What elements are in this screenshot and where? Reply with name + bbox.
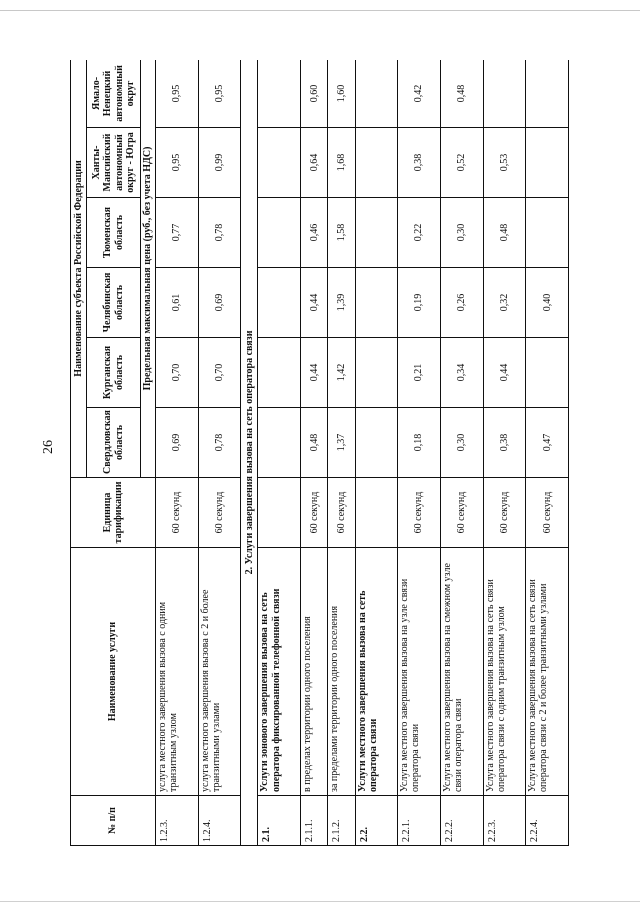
price-cell: 0,70 <box>156 338 199 408</box>
price-cell: 1,68 <box>328 128 355 198</box>
price-cell <box>355 198 398 268</box>
price-cell <box>258 408 301 478</box>
price-cell: 0,44 <box>301 268 328 338</box>
price-cell <box>258 338 301 408</box>
row-number: 2.2.2. <box>440 796 483 846</box>
row-number: 1.2.4. <box>198 796 241 846</box>
price-cell: 1,60 <box>328 60 355 128</box>
price-cell <box>355 60 398 128</box>
row-service-name: Услуги зонового завершения вызова на сеть оператора фиксированной телефонной связи <box>258 548 301 796</box>
row-unit: 60 секунд <box>301 478 328 548</box>
row-number: 2.2. <box>355 796 398 846</box>
row-service-name: Услуга местного завершения вызова на сеть связи оператора связи с 2 и более транзитными узлами <box>526 548 569 796</box>
price-cell: 0,64 <box>301 128 328 198</box>
price-cell: 0,44 <box>483 338 526 408</box>
row-unit: 60 секунд <box>526 478 569 548</box>
header-region-khmao: Ханты-Мансийский автономный округ - Югра <box>87 128 141 198</box>
price-cell: 0,18 <box>398 408 441 478</box>
price-cell: 0,42 <box>398 60 441 128</box>
price-cell <box>258 198 301 268</box>
price-cell <box>526 338 569 408</box>
price-cell <box>258 268 301 338</box>
row-service-name: услуга местного завершения вызова с одним транзитным узлом <box>156 548 199 796</box>
row-number: 2.1.1. <box>301 796 328 846</box>
header-region-tyumen: Тюменская область <box>87 198 141 268</box>
price-cell: 0,21 <box>398 338 441 408</box>
table-row <box>398 60 441 846</box>
row-service-name: Услуга местного завершения вызова на сеть связи оператора связи с одним транзитным узлом <box>483 548 526 796</box>
price-cell: 0,95 <box>156 128 199 198</box>
row-number: 2.2.1. <box>398 796 441 846</box>
table-row <box>301 60 328 846</box>
row-service-name: Услуга местного завершения вызова на смежном узле связи оператора связи <box>440 548 483 796</box>
row-unit: 60 секунд <box>483 478 526 548</box>
price-cell <box>355 338 398 408</box>
table-row <box>355 60 398 846</box>
table-row <box>198 60 241 846</box>
price-cell <box>526 128 569 198</box>
price-cell: 0,60 <box>301 60 328 128</box>
price-cell <box>526 60 569 128</box>
table-row <box>440 60 483 846</box>
header-region-kurgan: Курганская область <box>87 338 141 408</box>
price-cell <box>355 408 398 478</box>
price-cell: 0,22 <box>398 198 441 268</box>
price-cell: 0,78 <box>198 198 241 268</box>
row-unit: 60 секунд <box>328 478 355 548</box>
price-cell: 1,37 <box>328 408 355 478</box>
row-service-name: Услуга местного завершения вызова на узле связи оператора связи <box>398 548 441 796</box>
header-row-1 <box>71 60 87 846</box>
price-cell: 0,26 <box>440 268 483 338</box>
row-unit: 60 секунд <box>198 478 241 548</box>
price-cell: 0,38 <box>398 128 441 198</box>
price-cell: 0,30 <box>440 198 483 268</box>
price-cell: 0,44 <box>301 338 328 408</box>
header-region-yanao: Ямало-Ненецкий автономный округ <box>87 60 141 128</box>
price-cell <box>526 198 569 268</box>
price-cell: 0,48 <box>440 60 483 128</box>
price-cell: 0,70 <box>198 338 241 408</box>
section-title: 2. Услуги завершения вызова на сеть оператора связи <box>241 60 258 846</box>
scan-edge-bottom <box>0 901 640 902</box>
price-cell: 0,99 <box>198 128 241 198</box>
section-row <box>241 60 258 846</box>
header-unit: Единица тарификации <box>71 478 156 548</box>
row-number: 2.2.3. <box>483 796 526 846</box>
row-unit <box>258 478 301 548</box>
row-number: 2.2.4. <box>526 796 569 846</box>
price-cell: 0,47 <box>526 408 569 478</box>
price-cell: 0,48 <box>301 408 328 478</box>
price-cell: 0,69 <box>156 408 199 478</box>
row-unit: 60 секунд <box>398 478 441 548</box>
tariff-table <box>70 60 569 846</box>
row-unit: 60 секунд <box>440 478 483 548</box>
page-number: 26 <box>41 440 56 454</box>
row-unit: 60 секунд <box>156 478 199 548</box>
price-cell <box>355 268 398 338</box>
price-cell <box>258 60 301 128</box>
price-cell: 0,34 <box>440 338 483 408</box>
price-cell: 0,52 <box>440 128 483 198</box>
header-num: № п/п <box>71 796 156 846</box>
price-cell: 0,53 <box>483 128 526 198</box>
price-cell <box>258 128 301 198</box>
price-cell <box>483 60 526 128</box>
price-cell: 0,95 <box>156 60 199 128</box>
price-cell <box>355 128 398 198</box>
header-region-sverdlovsk: Свердловская область <box>87 408 141 478</box>
price-cell: 1,42 <box>328 338 355 408</box>
header-price-note: Предельная максимальная цена (руб., без учета НДС) <box>141 60 156 478</box>
price-cell: 0,77 <box>156 198 199 268</box>
table-row <box>328 60 355 846</box>
row-number: 2.1.2. <box>328 796 355 846</box>
table-row <box>156 60 199 846</box>
table-row <box>258 60 301 846</box>
scan-edge-top <box>0 10 640 11</box>
price-cell: 0,38 <box>483 408 526 478</box>
header-region-group: Наименование субъекта Российской Федерации <box>71 60 87 478</box>
rotated-page-content <box>70 60 569 846</box>
price-cell: 0,40 <box>526 268 569 338</box>
price-cell: 0,46 <box>301 198 328 268</box>
row-unit <box>355 478 398 548</box>
row-service-name: за пределами территории одного поселения <box>328 548 355 796</box>
price-cell: 0,61 <box>156 268 199 338</box>
price-cell: 1,39 <box>328 268 355 338</box>
row-service-name: услуга местного завершения вызова с 2 и более транзитными узлами <box>198 548 241 796</box>
table-row <box>483 60 526 846</box>
price-cell: 1,58 <box>328 198 355 268</box>
row-service-name: Услуги местного завершения вызова на сеть оператора связи <box>355 548 398 796</box>
price-cell: 0,30 <box>440 408 483 478</box>
price-cell: 0,32 <box>483 268 526 338</box>
table-row <box>526 60 569 846</box>
price-cell: 0,95 <box>198 60 241 128</box>
price-cell: 0,48 <box>483 198 526 268</box>
header-region-chelyabinsk: Челябинская область <box>87 268 141 338</box>
row-service-name: в пределах территории одного поселения <box>301 548 328 796</box>
row-number: 1.2.3. <box>156 796 199 846</box>
price-cell: 0,19 <box>398 268 441 338</box>
row-number: 2.1. <box>258 796 301 846</box>
tariff-table-container <box>70 60 569 846</box>
price-cell: 0,78 <box>198 408 241 478</box>
header-service: Наименование услуги <box>71 548 156 796</box>
price-cell: 0,69 <box>198 268 241 338</box>
